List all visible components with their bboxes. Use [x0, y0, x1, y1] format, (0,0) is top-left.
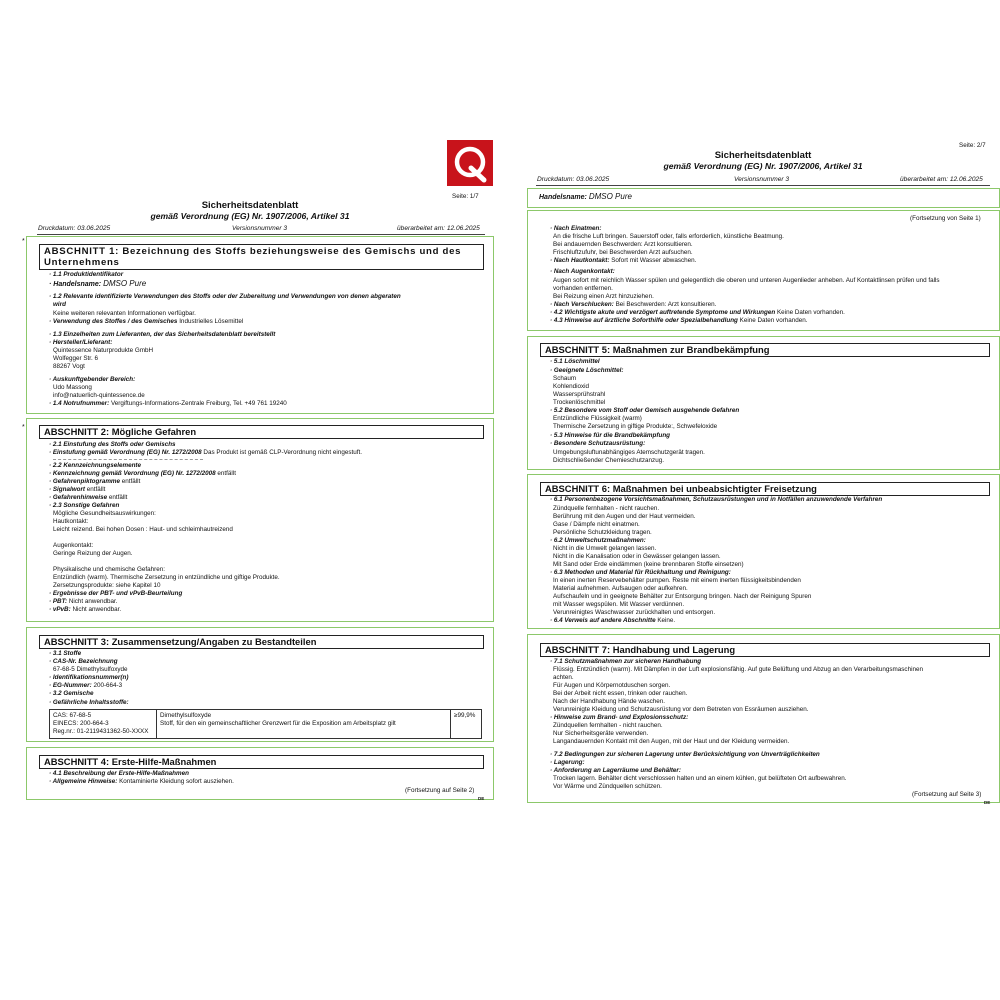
section-5-header: ABSCHNITT 5: Maßnahmen zur Brandbekämpfung	[540, 343, 990, 357]
q-logo-icon	[447, 140, 493, 186]
s2-line: Physikalische und chemische Gefahren:	[53, 566, 166, 573]
s2-divider	[53, 459, 203, 460]
section-4	[26, 747, 494, 800]
s7-line: Trocken lagern. Behälter dicht verschlossen halten und an einem kühlen, gut belüfteten Ort aufbewahren.	[553, 775, 847, 782]
s4c-line: · Nach Augenkontakt:	[550, 268, 615, 275]
s7-line: · Anforderung an Lagerräume und Behälter:	[550, 767, 681, 774]
s2-line: · 2.1 Einstufung des Stoffs oder Gemischs	[49, 441, 176, 448]
header-divider	[536, 185, 990, 186]
table-cell: ≥99,9%	[454, 712, 476, 719]
s6-line: Persönliche Schutzkleidung tragen.	[553, 529, 652, 536]
s4c-line: · 4.3 Hinweise auf ärztliche Soforthilfe oder Spezialbehandlung Keine Daten vorhanden.	[550, 317, 808, 324]
language-code: DE	[984, 800, 991, 805]
ingredients-table	[49, 709, 482, 739]
s7-line: Vor Wärme und Zündquellen schützen.	[553, 783, 662, 790]
table-divider	[156, 710, 157, 738]
s7-line: · Lagerung:	[550, 759, 585, 766]
page-number: Seite: 1/7	[452, 193, 479, 200]
s2-line: Entzündlich (warm). Thermische Zersetzung in entzündliche und giftige Produkte.	[53, 574, 280, 581]
s5-line: Schaum	[553, 375, 577, 382]
email-address: info@natuerlich-quintessence.de	[53, 392, 145, 399]
s4c-line: vorhanden entfernen.	[553, 285, 613, 292]
s2-line: · vPvB: Nicht anwendbar.	[49, 606, 122, 613]
s1-line: · 1.3 Einzelheiten zum Lieferanten, der das Sicherheitsdatenblatt bereitstellt	[49, 331, 276, 338]
section-7-header: ABSCHNITT 7: Handhabung und Lagerung	[540, 643, 990, 657]
s1-line: · 1.1 Produktidentifikator	[49, 271, 124, 278]
s3-line: · Identifikationsnummer(n)	[49, 674, 129, 681]
header-divider	[37, 234, 485, 235]
s5-line: · 5.1 Löschmittel	[550, 358, 600, 365]
change-marker: *	[22, 424, 25, 431]
s2-line: · Ergebnisse der PBT- und vPvB-Beurteilung	[49, 590, 183, 597]
language-code: DE	[478, 796, 485, 801]
s7-line: Nur Sicherheitsgeräte verwenden.	[553, 730, 649, 737]
table-divider	[450, 710, 451, 738]
s1-line: 88267 Vogt	[53, 363, 85, 370]
s3-line: · 3.1 Stoffe	[49, 650, 82, 657]
s7-line: Bei der Arbeit nicht essen, trinken oder rauchen.	[553, 690, 688, 697]
s7-line: Für Augen und Körpernotduschen sorgen.	[553, 682, 671, 689]
s3-line: · CAS-Nr. Bezeichnung	[49, 658, 118, 665]
s5-line: Trockenlöschmittel	[553, 399, 606, 406]
s4c-line: · Nach Verschlucken: Bei Beschwerden: Arzt konsultieren.	[550, 301, 717, 308]
s1-line: · 1.4 Notrufnummer: Vergiftungs-Informations-Zentrale Freiburg, Tel. +49 761 19240	[49, 400, 287, 407]
table-cell: CAS: 67-68-5	[53, 712, 92, 719]
page-number: Seite: 2/7	[959, 142, 986, 149]
document-title: Sicherheitsdatenblatt	[201, 200, 299, 211]
s5-line: Wassersprühstrahl	[553, 391, 606, 398]
print-date: Druckdatum: 03.06.2025	[38, 225, 111, 232]
s2-line: Mögliche Gesundheitsauswirkungen:	[53, 510, 156, 517]
s5-line: Kohlendioxid	[553, 383, 590, 390]
table-cell: Reg.nr.: 01-2119431362-50-XXXX	[53, 728, 149, 735]
s2-line: · Gefahrenpiktogramme entfällt	[49, 478, 141, 485]
trade-name: Handelsname: DMSO Pure	[539, 192, 632, 201]
s6-line: · 6.2 Umweltschutzmaßnahmen:	[550, 537, 646, 544]
s4c-line: · Nach Hautkontakt: Sofort mit Wasser abwaschen.	[550, 257, 697, 264]
s4-line: · Allgemeine Hinweise: Kontaminierte Kleidung sofort ausziehen.	[49, 778, 234, 785]
s2-line: Hautkontakt:	[53, 518, 89, 525]
s5-line: · 5.2 Besondere vom Stoff oder Gemisch ausgehende Gefahren	[550, 407, 740, 414]
s6-line: mit Wasser wegspülen. Mit Wasser verdünnen.	[553, 601, 685, 608]
s6-line: Nicht in die Kanalisation oder in Gewässer gelangen lassen.	[553, 553, 721, 560]
s5-line: · Geeignete Löschmittel:	[550, 367, 624, 374]
s2-line: · PBT: Nicht anwendbar.	[49, 598, 118, 605]
table-cell: Dimethylsulfoxyde	[160, 712, 212, 719]
s6-line: Aufschaufeln und in geeignete Behälter zur Entsorgung bringen. Nach der Reinigung Spuren	[553, 593, 812, 600]
s7-line: Nach der Handhabung Hände waschen.	[553, 698, 666, 705]
s1-line: · Verwendung des Stoffes / des Gemisches Industrielles Lösemittel	[49, 318, 244, 325]
section-7	[527, 634, 1000, 803]
s6-line: Gase / Dämpfe nicht einatmen.	[553, 521, 640, 528]
s3-line: · EG-Nummer: 200-664-3	[49, 682, 123, 689]
s1-line: Udo Massong	[53, 384, 92, 391]
document-subtitle: gemäß Verordnung (EG) Nr. 1907/2006, Artikel 31	[663, 161, 863, 171]
section-1-header: ABSCHNITT 1: Bezeichnung des Stoffs beziehungsweise des Gemischs und des Unternehmens	[39, 244, 484, 270]
quintessence-logo	[447, 140, 493, 186]
s2-line: Zersetzungsprodukte: siehe Kapitel 10	[53, 582, 161, 589]
s5-line: Thermische Zersetzung in giftige Produkte:, Schwefeloxide	[553, 423, 718, 430]
s6-line: · 6.3 Methoden und Material für Rückhaltung und Reinigung:	[550, 569, 731, 576]
s7-line: · 7.1 Schutzmaßnahmen zur sicheren Handhabung	[550, 658, 702, 665]
s4c-line: Frischluftzufuhr, bei Beschwerden Arzt aufsuchen.	[553, 249, 693, 256]
s6-line: · 6.1 Personenbezogene Vorsichtsmaßnahmen, Schutzausrüstungen und in Notfällen anzuwendende Verfahren	[550, 496, 883, 503]
s2-line: Augenkontakt:	[53, 542, 94, 549]
s1-line: · Auskunftgebender Bereich:	[49, 376, 136, 383]
continuation-note: (Fortsetzung von Seite 1)	[910, 215, 981, 222]
s4c-line: Bei Reizung einen Arzt hinzuziehen.	[553, 293, 654, 300]
s7-line: achten.	[553, 674, 574, 681]
revision-date: überarbeitet am: 12.06.2025	[397, 225, 480, 232]
section-5	[527, 336, 1000, 470]
s1-line: Quintessence Naturprodukte GmbH	[53, 347, 154, 354]
s5-line: Umgebungsluftunabhängiges Atemschutzgerät tragen.	[553, 449, 705, 456]
revision-date: überarbeitet am: 12.06.2025	[900, 176, 983, 183]
s2-line: Geringe Reizung der Augen.	[53, 550, 133, 557]
s4c-line: Bei andauernden Beschwerden: Arzt konsultieren.	[553, 241, 693, 248]
s6-line: · 6.4 Verweis auf andere Abschnitte Keine.	[550, 617, 676, 624]
s2-line: · Gefahrenhinweise entfällt	[49, 494, 128, 501]
s7-line: Langandauernden Kontakt mit den Augen, mit der Haut und der Kleidung vermeiden.	[553, 738, 790, 745]
section-6	[527, 474, 1000, 629]
table-cell: EINECS: 200-664-3	[53, 720, 109, 727]
s2-line: · 2.2 Kennzeichnungselemente	[49, 462, 142, 469]
section-2	[26, 418, 494, 622]
s7-line: · Hinweise zum Brand- und Explosionsschutz:	[550, 714, 689, 721]
s7-line: Verunreinigte Kleidung und Schutzausrüstung vor dem Betreten von Essräumen ausziehen.	[553, 706, 809, 713]
s4c-line: An die frische Luft bringen. Sauerstoff oder, falls erforderlich, künstliche Beatmung.	[553, 233, 784, 240]
section-3	[26, 627, 494, 742]
s2-line: · Kennzeichnung gemäß Verordnung (EG) Nr. 1272/2008 entfällt	[49, 470, 236, 477]
document-title: Sicherheitsdatenblatt	[714, 150, 812, 161]
s5-line: Entzündliche Flüssigkeit (warm)	[553, 415, 642, 422]
s4c-line: · Nach Einatmen:	[550, 225, 602, 232]
s2-line: · Signalwort entfällt	[49, 486, 106, 493]
s3-line: · Gefährliche Inhaltsstoffe:	[49, 699, 129, 706]
version-number: Versionsnummer 3	[734, 176, 790, 183]
section-2-header: ABSCHNITT 2: Mögliche Gefahren	[39, 425, 484, 439]
s3-line: · 3.2 Gemische	[49, 690, 94, 697]
s7-line: · 7.2 Bedingungen zur sicheren Lagerung unter Berücksichtigung von Unverträglichkeiten	[550, 751, 820, 758]
s6-line: Verunreinigtes Waschwasser zurückhalten und entsorgen.	[553, 609, 716, 616]
document-subtitle: gemäß Verordnung (EG) Nr. 1907/2006, Artikel 31	[150, 211, 350, 221]
section-4-continued	[527, 210, 1000, 331]
section-4-header: ABSCHNITT 4: Erste-Hilfe-Maßnahmen	[39, 755, 484, 769]
section-3-header: ABSCHNITT 3: Zusammensetzung/Angaben zu Bestandteilen	[39, 635, 484, 649]
s5-line: Dichtschließender Chemieschutzanzug.	[553, 457, 664, 464]
s1-trade-name: · Handelsname: DMSO Pure	[49, 279, 147, 288]
s1-line: Keine weiteren relevanten Informationen verfügbar.	[53, 310, 196, 317]
s5-line: · Besondere Schutzausrüstung:	[550, 440, 646, 447]
continuation-note: (Fortsetzung auf Seite 3)	[912, 791, 982, 798]
continuation-note: (Fortsetzung auf Seite 2)	[405, 787, 475, 794]
s1-line: · Hersteller/Lieferant:	[49, 339, 113, 346]
s7-line: Flüssig. Entzündlich (warm). Mit Dämpfen in der Luft explosionsfähig. Auf gute Belüftung und Abzug an den Verarbeitungsmaschinen	[553, 666, 923, 673]
print-date: Druckdatum: 03.06.2025	[537, 176, 610, 183]
section-1	[26, 236, 494, 414]
s6-line: Material aufnehmen. Aufsaugen oder aufkehren.	[553, 585, 688, 592]
s1-line: Wolfegger Str. 6	[53, 355, 99, 362]
section-6-header: ABSCHNITT 6: Maßnahmen bei unbeabsichtigter Freisetzung	[540, 482, 990, 496]
s4-line: · 4.1 Beschreibung der Erste-Hilfe-Maßnahmen	[49, 770, 189, 777]
s4c-line: Augen sofort mit reichlich Wasser spülen und gelegentlich die oberen und unteren Augenlieder anheben. Auf Kontaktlinsen prüfen und falls	[553, 277, 940, 284]
s1-line: · 1.2 Relevante identifizierte Verwendungen des Stoffs oder der Zubereitung und Verwendungen von denen abgeraten	[49, 293, 401, 300]
s5-line: · 5.3 Hinweise für die Brandbekämpfung	[550, 432, 671, 439]
s2-line: · 2.3 Sonstige Gefahren	[49, 502, 120, 509]
s6-line: In einen inerten Reservebehälter pumpen. Reste mit einem inerten flüssigkeitsbindenden	[553, 577, 801, 584]
table-cell: Stoff, für den ein gemeinschaftlicher Grenzwert für die Exposition am Arbeitsplatz gilt	[160, 720, 396, 727]
trade-name-box	[527, 188, 1000, 208]
change-marker: *	[22, 238, 25, 245]
s6-line: Zündquelle fernhalten - nicht rauchen.	[553, 505, 660, 512]
s4c-line: · 4.2 Wichtigste akute und verzögert auftretende Symptome und Wirkungen Keine Daten vorhanden.	[550, 309, 845, 316]
version-number: Versionsnummer 3	[232, 225, 288, 232]
s6-line: Mit Sand oder Erde eindämmen (keine brennbaren Stoffe einsetzen)	[553, 561, 744, 568]
s2-line: · Einstufung gemäß Verordnung (EG) Nr. 1272/2008 Das Produkt ist gemäß CLP-Verordnung nicht eingestuft.	[49, 449, 362, 456]
s6-line: Berührung mit den Augen und der Haut vermeiden.	[553, 513, 696, 520]
s3-line: 67-68-5 Dimethylsulfoxyde	[53, 666, 128, 673]
s7-line: Zündquellen fernhalten - nicht rauchen.	[553, 722, 663, 729]
s1-line: wird	[53, 301, 66, 308]
s6-line: Nicht in die Umwelt gelangen lassen.	[553, 545, 657, 552]
s2-line: Leicht reizend. Bei hohen Dosen : Haut- und schleimhautreizend	[53, 526, 233, 533]
